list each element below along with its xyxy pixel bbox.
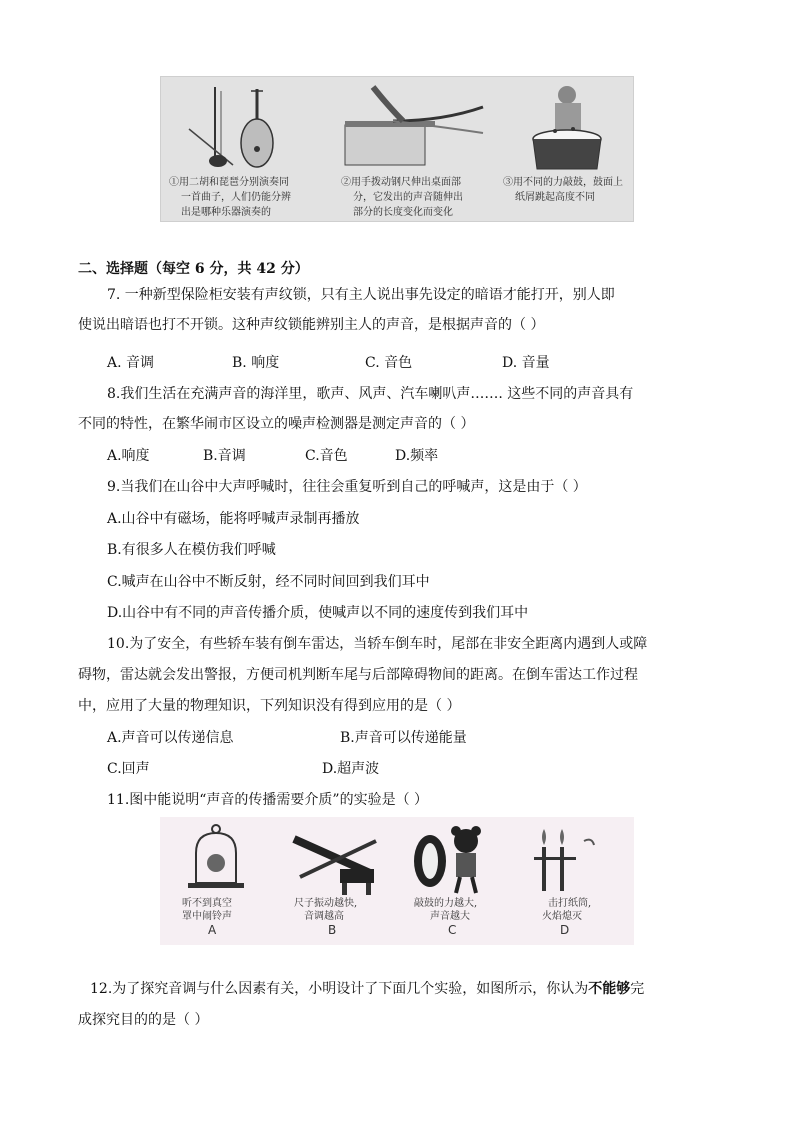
caption-line: 火焰熄灭 — [542, 911, 582, 922]
figure-medium-experiments — [160, 817, 634, 945]
caption-line: ①用二胡和琵琶分别演奏同 — [169, 177, 289, 188]
figure-cell-a — [160, 817, 280, 945]
q9-option-c: C.喊声在山谷中不断反射，经不同时间回到我们耳中 — [107, 574, 430, 590]
q12-line-1 — [90, 980, 644, 998]
figure-cell-b — [280, 817, 400, 945]
q7-option-b: B. 响度 — [232, 355, 280, 371]
caption-line: 尺子振动越快, — [294, 898, 358, 909]
option-letter: D — [560, 923, 570, 937]
caption-line: ②用手拨动钢尺伸出桌面部 — [341, 177, 461, 188]
q8-option-c: C.音色 — [305, 448, 348, 464]
caption-line: 听不到真空 — [182, 898, 232, 909]
caption-line: 出是哪种乐器演奏的 — [181, 207, 271, 218]
q10-option-d: D.超声波 — [322, 761, 380, 777]
q7-option-a: A. 音调 — [107, 355, 155, 371]
q8-line-2: 不同的特性，在繁华闹市区设立的噪声检测器是测定声音的（ ） — [78, 416, 475, 432]
steel-ruler-illustration — [333, 77, 493, 177]
q12-line-1-end: 完 — [630, 981, 645, 997]
caption-line: 声音越大 — [430, 911, 470, 922]
q7-option-d: D. 音量 — [502, 355, 550, 371]
q8-option-b: B.音调 — [203, 448, 246, 464]
caption-line: ③用不同的力敲鼓，鼓面上 — [503, 177, 623, 188]
caption-line: 敲鼓的力越大, — [414, 898, 478, 909]
drum-kid-icon — [400, 817, 520, 897]
q8-option-a: A.响度 — [107, 448, 150, 464]
q7-line-2: 使说出暗语也打不开锁。这种声纹锁能辨别主人的声音，是根据声音的（ ） — [78, 317, 545, 333]
option-letter: A — [208, 923, 217, 937]
q12-emphasis: 不能够 — [588, 981, 631, 997]
q9-option-d: D.山谷中有不同的声音传播介质，使喊声以不同的速度传到我们耳中 — [107, 605, 529, 621]
caption-line: 纸屑跳起高度不同 — [515, 192, 595, 203]
erhu-pipa-illustration — [161, 77, 331, 177]
figure-panel-erhu-pipa — [161, 77, 331, 223]
figure-cell-c — [400, 817, 520, 945]
caption-line: 音调越高 — [304, 911, 344, 922]
q7-option-c: C. 音色 — [365, 355, 413, 371]
q8-line-1: 8.我们生活在充满声音的海洋里，歌声、风声、汽车喇叭声……. 这些不同的声音具有 — [107, 386, 634, 402]
caption-line: 罩中闹铃声 — [182, 911, 232, 922]
figure-cell-d — [520, 817, 634, 945]
caption-line: 击打纸筒, — [548, 898, 592, 909]
figure-panel-drum — [495, 77, 635, 223]
option-letter: B — [328, 923, 337, 937]
bell-jar-icon — [160, 817, 280, 897]
drum-illustration — [495, 77, 635, 177]
q10-line-1: 10.为了安全，有些轿车装有倒车雷达，当轿车倒车时，尾部在非安全距离内遇到人或障 — [107, 636, 648, 652]
q8-option-d: D.频率 — [395, 448, 439, 464]
q7-line-1: 7. 一种新型保险柜安装有声纹锁，只有主人说出事先设定的暗语才能打开，别人即 — [107, 287, 615, 303]
candle-icon — [520, 817, 634, 897]
q12-line-1-text: 12.为了探究音调与什么因素有关，小明设计了下面几个实验，如图所示，你认为 — [90, 981, 589, 997]
ruler-table-icon — [280, 817, 400, 897]
q9-line-1: 9.当我们在山谷中大声呼喊时，往往会重复听到自己的呼喊声，这是由于（ ） — [107, 479, 587, 495]
q9-option-b: B.有很多人在模仿我们呼喊 — [107, 542, 276, 558]
caption-line: 一首曲子，人们仍能分辨 — [181, 192, 291, 203]
caption-line: 分，它发出的声音随伸出 — [353, 192, 463, 203]
q10-option-c: C.回声 — [107, 761, 150, 777]
q11-line-1: 11.图中能说明“声音的传播需要介质”的实验是（ ） — [107, 792, 429, 808]
q10-option-b: B.声音可以传递能量 — [340, 730, 467, 746]
figure-panel-steel-ruler — [333, 77, 493, 223]
q12-line-2: 成探究目的的是（ ） — [78, 1012, 209, 1028]
q10-line-3: 中，应用了大量的物理知识，下列知识没有得到应用的是（ ） — [78, 698, 461, 714]
q10-line-2: 碍物，雷达就会发出警报，方便司机判断车尾与后部障碍物间的距离。在倒车雷达工作过程 — [78, 667, 638, 683]
q9-option-a: A.山谷中有磁场，能将呼喊声录制再播放 — [107, 511, 360, 527]
figure-sound-experiments — [160, 76, 634, 222]
section-title: 二、选择题（每空 6 分，共 42 分） — [78, 261, 309, 277]
q10-option-a: A.声音可以传递信息 — [107, 730, 234, 746]
caption-line: 部分的长度变化而变化 — [353, 207, 453, 218]
option-letter: C — [448, 923, 457, 937]
